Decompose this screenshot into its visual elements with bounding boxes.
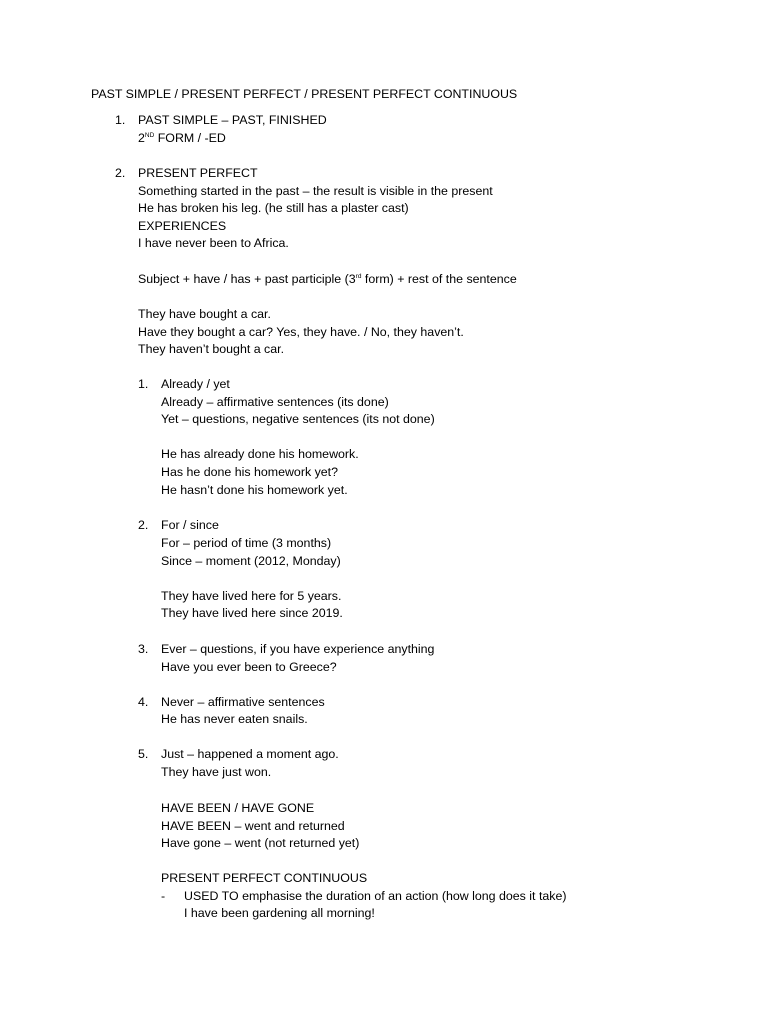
- structure-text: Subject + have / has + past participle (3: [138, 272, 356, 286]
- structure-text-rest: form) + rest of the sentence: [361, 272, 517, 286]
- text-line: Since – moment (2012, Monday): [161, 554, 341, 568]
- text-line: I have never been to Africa.: [138, 236, 289, 250]
- form-number: 2: [138, 131, 145, 145]
- example-line: They have bought a car.: [138, 307, 271, 321]
- text-line: EXPERIENCES: [138, 219, 227, 233]
- sub-heading: HAVE BEEN / HAVE GONE: [161, 801, 315, 815]
- list-number: 1.: [138, 377, 149, 391]
- list-number: 4.: [138, 695, 149, 709]
- text-line: He has broken his leg. (he still has a plaster cast): [138, 201, 409, 215]
- sub-heading: Just – happened a moment ago.: [161, 747, 339, 761]
- example-line: Has he done his homework yet?: [161, 465, 339, 479]
- example-line: They haven’t bought a car.: [138, 342, 285, 356]
- example-line: I have been gardening all morning!: [184, 906, 375, 920]
- list-number: 1.: [115, 113, 126, 127]
- sub-heading: Already / yet: [161, 377, 230, 391]
- form-line: [138, 130, 226, 148]
- form-text: FORM / -ED: [154, 131, 226, 145]
- list-number: 2.: [115, 166, 126, 180]
- example-line: Have you ever been to Greece?: [161, 660, 337, 674]
- text-line: Have gone – went (not returned yet): [161, 836, 360, 850]
- document-title: PAST SIMPLE / PRESENT PERFECT / PRESENT PERFECT CONTINUOUS: [91, 87, 518, 101]
- example-line: They have lived here for 5 years.: [161, 589, 342, 603]
- structure-line: [138, 271, 517, 289]
- example-line: They have lived here since 2019.: [161, 606, 343, 620]
- list-number: 3.: [138, 642, 149, 656]
- structure-superscript: rd: [355, 273, 362, 280]
- text-line: Something started in the past – the result is visible in the present: [138, 184, 493, 198]
- example-line: Have they bought a car? Yes, they have. / No, they haven’t.: [138, 325, 464, 339]
- list-number: 2.: [138, 518, 149, 532]
- text-line: Already – affirmative sentences (its done): [161, 395, 389, 409]
- form-superscript: ND: [144, 132, 155, 139]
- example-line: He hasn’t done his homework yet.: [161, 483, 348, 497]
- text-line: Yet – questions, negative sentences (its not done): [161, 412, 435, 426]
- sub-heading: PRESENT PERFECT CONTINUOUS: [161, 871, 368, 885]
- list-number: 5.: [138, 747, 149, 761]
- example-line: He has already done his homework.: [161, 447, 359, 461]
- section-heading: PAST SIMPLE – PAST, FINISHED: [138, 113, 327, 127]
- sub-heading: Ever – questions, if you have experience anything: [161, 642, 435, 656]
- section-heading: PRESENT PERFECT: [138, 166, 258, 180]
- bullet-dash: -: [161, 889, 166, 903]
- text-line: HAVE BEEN – went and returned: [161, 819, 345, 833]
- sub-heading: For / since: [161, 518, 219, 532]
- text-line: USED TO emphasise the duration of an action (how long does it take): [184, 889, 567, 903]
- text-line: For – period of time (3 months): [161, 536, 332, 550]
- example-line: He has never eaten snails.: [161, 712, 308, 726]
- example-line: They have just won.: [161, 765, 272, 779]
- sub-heading: Never – affirmative sentences: [161, 695, 325, 709]
